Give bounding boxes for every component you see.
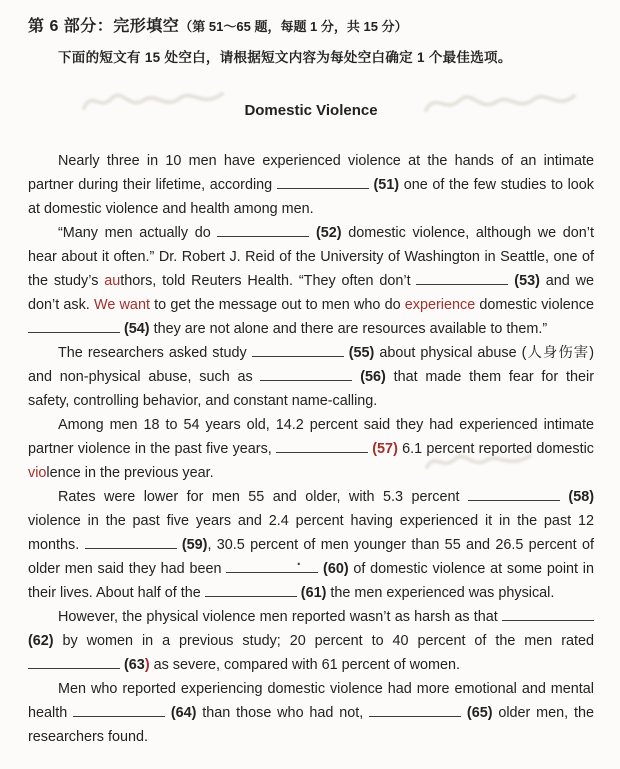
text-segment: Men who reported experiencing domestic violence had more emotional and mental health <box>28 681 594 721</box>
text-segment: 6.1 percent reported domestic <box>397 441 594 457</box>
text-segment: and we don’t ask. <box>28 273 595 313</box>
passage-title: Domestic Violence <box>244 102 378 119</box>
text-segment: The researchers asked study <box>58 345 252 361</box>
passage-paragraph <box>28 341 594 413</box>
blank-number: (61) <box>296 585 327 601</box>
blank-number: (65) <box>461 705 493 721</box>
blank-line <box>416 273 508 285</box>
section-note: （第 51～65 题，每题 1 分，共 15 分） <box>179 19 408 34</box>
section-heading <box>28 13 594 36</box>
blank-number: (56) <box>352 369 386 385</box>
text-segment: violence in the past five years and 2.4 percent having experienced it in the past 12 months. <box>28 513 594 553</box>
passage-paragraph <box>28 677 594 749</box>
passage-paragraph <box>28 605 594 677</box>
passage-paragraph <box>28 485 594 605</box>
text-segment: domestic violence <box>475 297 594 313</box>
blank-line <box>502 609 594 621</box>
text-segment: Among men 18 to 54 years old, 14.2 percent said they had experienced intimate partner violence in the past five years, <box>28 417 594 457</box>
text-segment: they are not alone and there are resources available to them.” <box>149 321 548 337</box>
passage-paragraph <box>28 149 594 221</box>
blank-number: (53) <box>508 273 540 289</box>
blank-line <box>369 705 461 717</box>
text-segment: by women in a previous study; 20 percent to 40 percent of the men rated <box>53 633 594 649</box>
instructions-text: 下面的短文有 15 处空白，请根据短文内容为每处空白确定 1 个最佳选项。 <box>58 50 512 65</box>
text-segment: vio <box>28 465 47 481</box>
passage-paragraph <box>28 413 594 485</box>
passage-paragraph <box>28 221 594 341</box>
blank-line <box>277 177 369 189</box>
text-segment: older men, the researchers found. <box>28 705 594 745</box>
blank-number: (62) <box>28 633 54 649</box>
blank-line <box>226 561 318 573</box>
blank-number: (63 <box>120 657 145 673</box>
blank-number: (59) <box>176 537 208 553</box>
blank-line <box>28 321 120 333</box>
text-segment: Rates were lower for men 55 and older, with 5.3 percent <box>58 489 468 505</box>
text-segment: lence in the previous year. <box>46 465 214 481</box>
blank-line <box>85 537 177 549</box>
blank-number: (58) <box>559 489 594 505</box>
blank-number: (51) <box>368 177 400 193</box>
blank-number: (64) <box>165 705 197 721</box>
text-segment: “Many men actually do <box>58 225 218 241</box>
text-segment: au <box>104 273 121 289</box>
blank-number: (55) <box>343 345 375 361</box>
blank-line <box>28 657 120 669</box>
blank-number: (52) <box>309 225 342 241</box>
text-segment: the men experienced was physical. <box>326 585 555 601</box>
text-segment: We want <box>94 297 150 313</box>
blank-line <box>252 345 344 357</box>
text-segment: as severe, compared with 61 percent of women. <box>149 657 460 673</box>
blank-number: (60) <box>318 561 349 577</box>
text-segment: experience <box>404 297 476 313</box>
blank-line <box>217 225 309 237</box>
blank-line <box>260 369 352 381</box>
text-segment: about physical abuse (人身伤害) and non-physical abuse, such as <box>28 345 594 385</box>
blank-number: ) <box>144 657 150 673</box>
section-title: 第 6 部分：完形填空 <box>28 18 180 35</box>
blank-line <box>468 489 560 501</box>
text-segment: of domestic violence at some point in their lives. About half of the <box>28 561 595 601</box>
blank-line <box>73 705 165 717</box>
text-segment: that made them fear for their safety, controlling behavior, and constant name-calling. <box>28 369 594 409</box>
blank-number: (57) <box>368 441 398 457</box>
blank-line <box>276 441 368 453</box>
blank-line <box>205 585 297 597</box>
text-segment: However, the physical violence men reported wasn’t as harsh as that <box>58 609 502 625</box>
text-segment: domestic violence, although we don’t hear about it often.” Dr. Robert J. Reid of the University of Washington in Seattle, one of the study’s <box>28 225 594 289</box>
text-segment: Nearly three in 10 men have experienced violence at the hands of an intimate partner during their lifetime, according <box>28 153 594 193</box>
text-segment: than those who had not, <box>196 705 370 721</box>
text-segment: thors, told Reuters Health. “They often don’t <box>120 273 417 289</box>
text-segment: one of the few studies to look at domestic violence and health among men. <box>28 177 595 217</box>
passage <box>28 149 594 749</box>
text-segment: to get the message out to men who do <box>149 297 405 313</box>
blank-number: (54) <box>120 321 150 337</box>
text-segment: , 30.5 percent of men younger than 55 and 26.5 percent of older men said they had been <box>28 537 594 577</box>
